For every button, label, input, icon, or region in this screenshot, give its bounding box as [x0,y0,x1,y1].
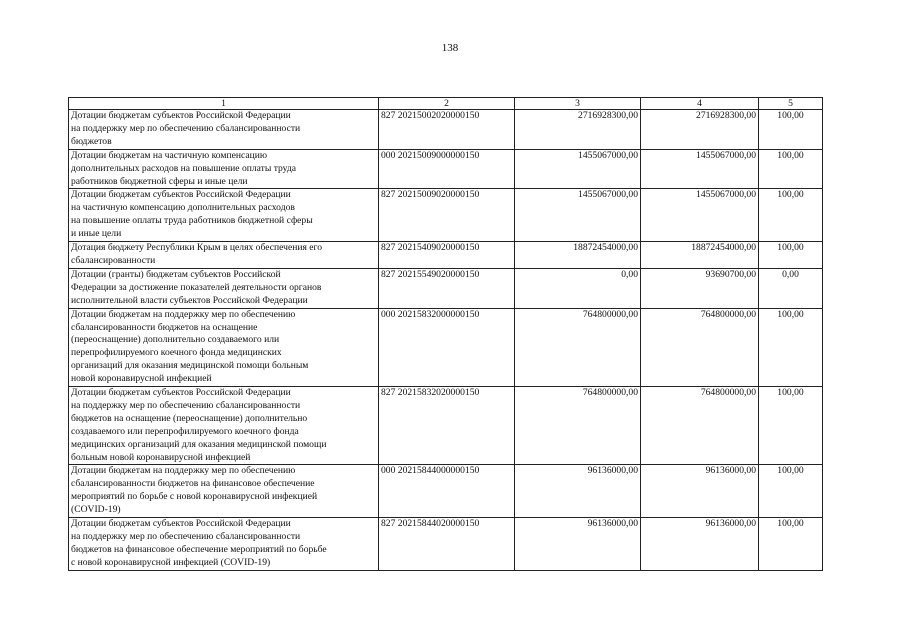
row-name-line: с новой коронавирусной инфекцией (COVID-19) [71,556,271,568]
row-col5-cell: 100,00 [759,242,823,269]
row-code-cell: 827 20215844020000150 [379,518,515,571]
row-col3-cell: 2716928300,00 [515,110,641,150]
column-header-3: 3 [515,98,641,110]
row-col4-cell: 93690700,00 [641,268,759,308]
row-col3-cell: 0,00 [515,268,641,308]
row-col3-cell: 96136000,00 [515,465,641,518]
row-col5-cell: 100,00 [759,308,823,386]
row-col4-cell: 96136000,00 [641,518,759,571]
row-name-line: мероприятий по борьбе с новой коронавирусной инфекцией [71,491,318,503]
row-col4-cell: 764800000,00 [641,308,759,386]
table-body [69,110,823,571]
row-code-cell: 827 20215549020000150 [379,268,515,308]
row-col3-cell: 1455067000,00 [515,149,641,189]
row-name-line: создаваемого или перепрофилируемого коечного фонда [71,425,299,437]
row-name-cell [69,308,379,386]
row-name-line: сбалансированности бюджетов на финансовое обеспечение [71,478,315,490]
table-row [69,242,823,269]
row-col5-cell: 100,00 [759,465,823,518]
row-name-line: (переоснащение) дополнительно создаваемого или [71,334,280,346]
row-col5-cell: 100,00 [759,189,823,242]
row-name-line: на поддержку мер по обеспечению сбалансированности [71,399,301,411]
budget-table [68,97,823,571]
row-name-line: Дотации бюджетам субъектов Российской Федерации [71,110,291,121]
row-name-line: Дотации (гранты) бюджетам субъектов Российской [71,268,281,280]
row-name-cell [69,149,379,189]
row-name-line: сбалансированности бюджетов на оснащение [71,321,258,333]
row-name-line: бюджетов [71,135,112,147]
row-name-line: на поддержку мер по обеспечению сбалансированности [71,531,301,542]
row-col5-cell: 100,00 [759,110,823,150]
row-name-line: перепрофилируемого коечного фонда медицинских [71,347,282,359]
row-code-cell: 000 20215844000000150 [379,465,515,518]
row-name-line: бюджетов на оснащение (переоснащение) дополнительно [71,412,308,424]
table-row [69,149,823,189]
row-name-cell [69,189,379,242]
row-name-line: медицинских организаций для оказания медицинской помощи [71,438,327,450]
column-header-5: 5 [759,98,823,110]
row-col3-cell: 96136000,00 [515,518,641,571]
table-row [69,189,823,242]
table-row [69,465,823,518]
column-header-1: 1 [69,98,379,110]
row-col5-cell: 100,00 [759,387,823,465]
row-name-cell [69,387,379,465]
row-col5-cell: 0,00 [759,268,823,308]
row-col5-cell: 100,00 [759,149,823,189]
row-name-line: исполнительной власти субъектов Российской Федерации [71,294,308,306]
column-header-2: 2 [379,98,515,110]
page-number: 138 [441,42,459,54]
row-col3-cell: 764800000,00 [515,308,641,386]
row-col4-cell: 18872454000,00 [641,242,759,269]
row-code-cell: 827 20215832020000150 [379,387,515,465]
row-name-cell [69,110,379,150]
row-name-line: на поддержку мер по обеспечению сбалансированности [71,122,301,134]
table-header-row [69,98,823,110]
row-name-line: Дотации бюджетам субъектов Российской Федерации [71,387,291,399]
table-row [69,387,823,465]
row-name-cell [69,518,379,571]
row-name-line: Федерации за достижение показателей деятельности органов [71,281,322,293]
row-name-line: сбалансированности [71,254,156,266]
row-name-line: и иные цели [71,228,122,240]
row-name-line: Дотации бюджетам субъектов Российской Федерации [71,189,291,201]
row-col4-cell: 1455067000,00 [641,189,759,242]
row-col5-cell: 100,00 [759,518,823,571]
row-col4-cell: 1455067000,00 [641,149,759,189]
row-col3-cell: 18872454000,00 [515,242,641,269]
row-col3-cell: 764800000,00 [515,387,641,465]
row-name-line: Дотации бюджетам на поддержку мер по обеспечению [71,465,296,477]
row-code-cell: 827 20215409020000150 [379,242,515,269]
table-row [69,518,823,571]
row-col4-cell: 2716928300,00 [641,110,759,150]
row-name-line: новой коронавирусной инфекцией [71,373,212,385]
row-name-line: больным новой коронавирусной инфекцией [71,451,251,463]
row-name-line: Дотации бюджетам на частичную компенсацию [71,149,268,161]
table-row [69,268,823,308]
row-name-line: организаций для оказания медицинской помощи больным [71,360,309,372]
row-code-cell: 000 20215832000000150 [379,308,515,386]
row-col3-cell: 1455067000,00 [515,189,641,242]
row-name-line: работников бюджетной сферы и иные цели [71,175,248,187]
row-col4-cell: 96136000,00 [641,465,759,518]
row-name-line: на частичную компенсацию дополнительных расходов [71,202,295,214]
row-name-line: (COVID-19) [71,504,121,516]
row-code-cell: 827 20215002020000150 [379,110,515,150]
row-name-line: бюджетов на финансовое обеспечение мероприятий по борьбе [71,543,327,555]
table-row [69,308,823,386]
column-header-4: 4 [641,98,759,110]
row-name-line: на повышение оплаты труда работников бюджетной сферы [71,215,313,227]
row-code-cell: 000 20215009000000150 [379,149,515,189]
row-name-line: дополнительных расходов на повышение оплаты труда [71,162,297,174]
row-name-line: Дотации бюджетам субъектов Российской Федерации [71,518,291,530]
row-name-cell [69,268,379,308]
row-name-line: Дотация бюджету Республики Крым в целях обеспечения его [71,242,323,254]
row-name-cell [69,242,379,269]
table-row [69,110,823,150]
row-code-cell: 827 20215009020000150 [379,189,515,242]
row-name-line: Дотации бюджетам на поддержку мер по обеспечению [71,308,296,320]
row-col4-cell: 764800000,00 [641,387,759,465]
row-name-cell [69,465,379,518]
